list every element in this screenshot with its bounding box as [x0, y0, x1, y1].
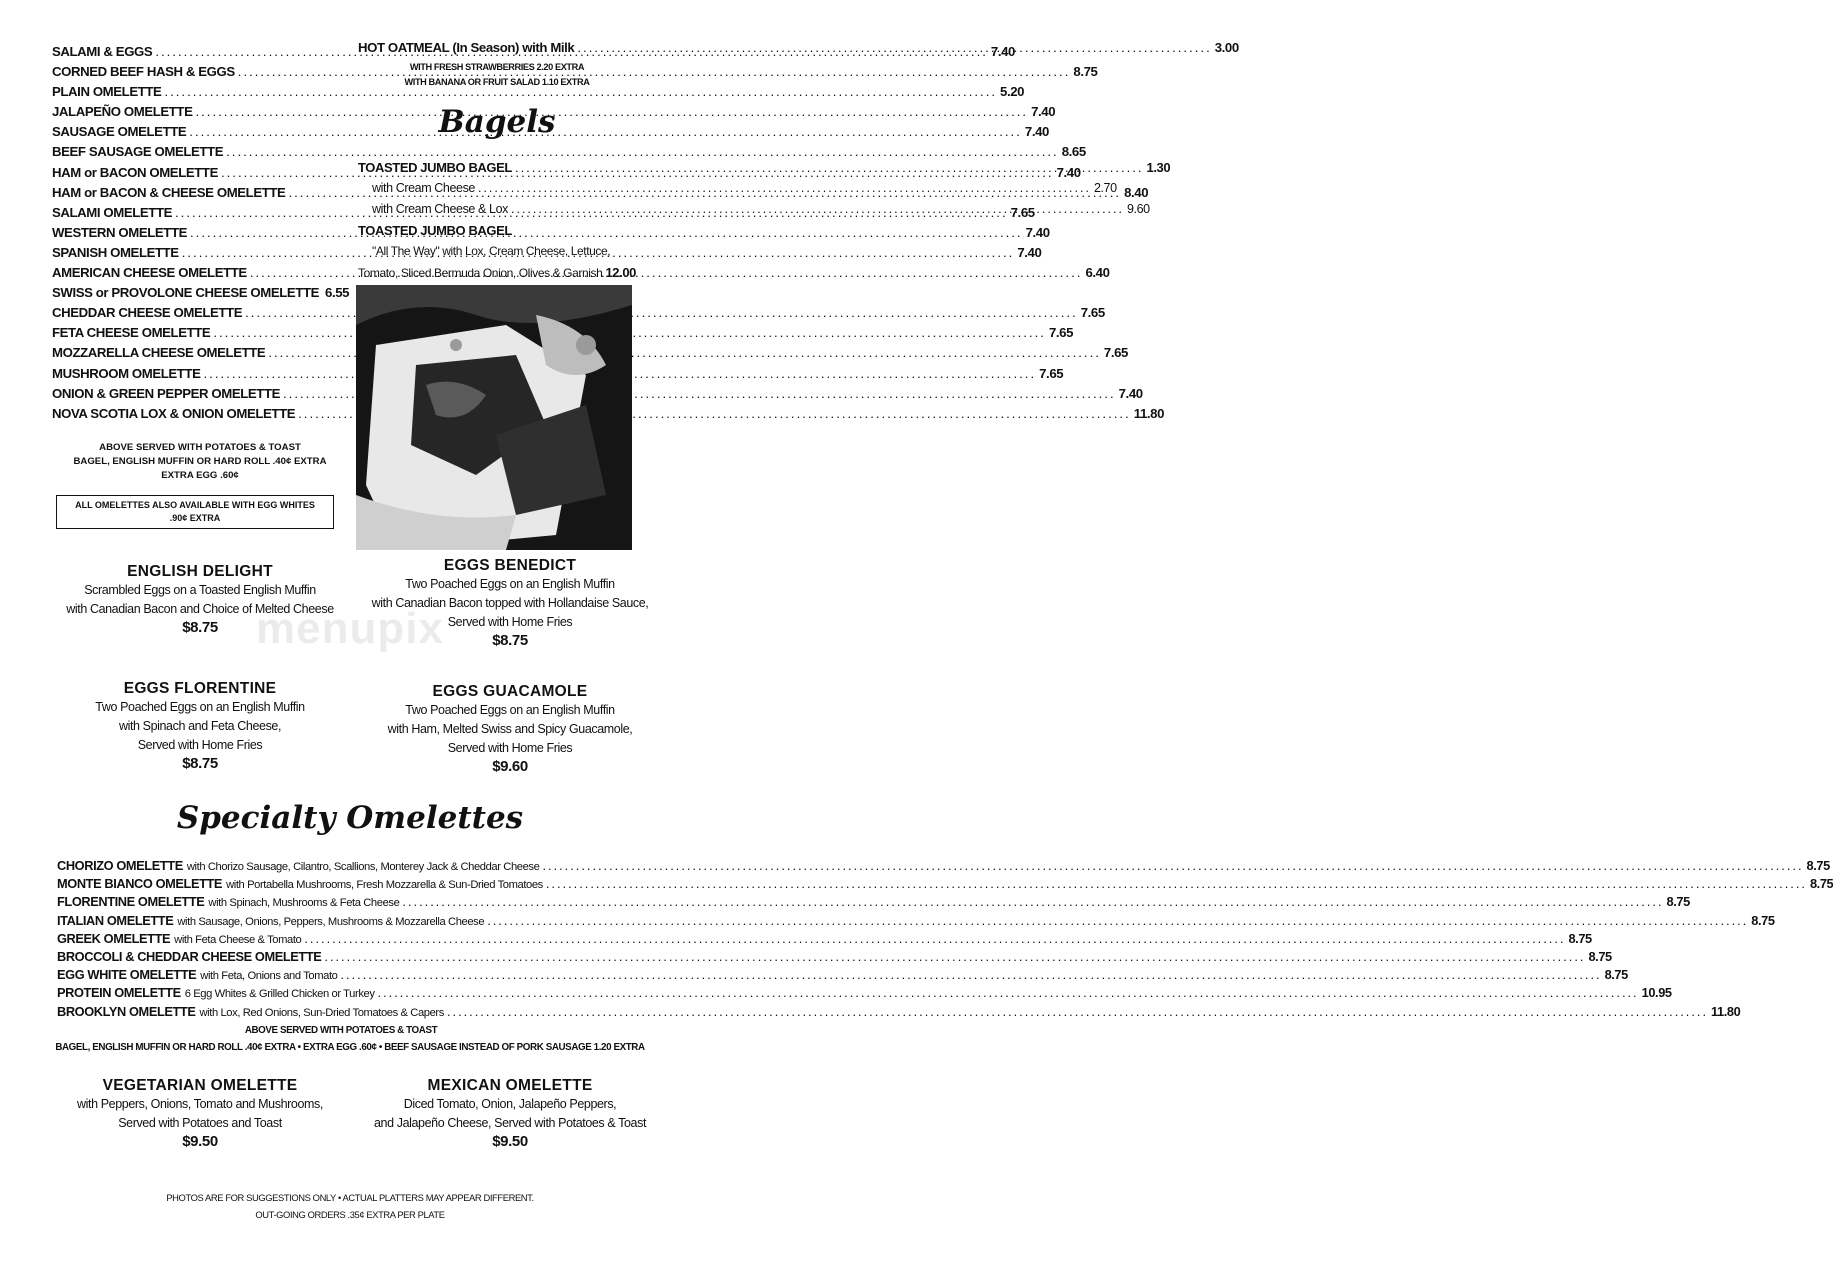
special-desc-line: Served with Home Fries	[447, 741, 573, 755]
menu-item-row	[52, 84, 1025, 104]
menu-item-price: 7.40	[1025, 224, 1050, 240]
menu-item-price: 6.55	[325, 285, 350, 301]
specialty-note-2: BAGEL, ENGLISH MUFFIN OR HARD ROLL .40¢ EXTRA • EXTRA EGG .60¢ • BEEF SAUSAGE INSTEAD OF PORK SAUSAGE 1.20 EXTRA	[55, 1042, 645, 1053]
menu-item-name: NOVA SCOTIA LOX & ONION OMELETTE	[52, 405, 296, 421]
menu-item-price: 7.40	[990, 44, 1015, 59]
specialty-omelettes-heading: Specialty Omelettes	[176, 800, 524, 836]
special-price: $8.75	[492, 632, 528, 649]
box-note-line1: ALL OMELETTES ALSO AVAILABLE WITH EGG WHITES	[75, 500, 315, 510]
oatmeal-note-1: WITH FRESH STRAWBERRIES 2.20 EXTRA	[409, 62, 585, 72]
bagel-item-price: 1.30	[1146, 160, 1171, 175]
special-price: $8.75	[182, 619, 218, 636]
menu-item-row	[52, 124, 1049, 144]
menu-item-name: SAUSAGE OMELETTE	[52, 124, 187, 140]
bagel-item-desc-line1: "All The Way" with Lox, Cream Cheese, Lettuce,	[372, 244, 611, 258]
dot-leader	[542, 858, 1803, 873]
specialty-item-name: PROTEIN OMELETTE	[57, 985, 181, 1001]
special-desc-line: Served with Home Fries	[447, 615, 573, 629]
footer-line2: OUT-GOING ORDERS .35¢ EXTRA PER PLATE	[255, 1209, 445, 1220]
special-desc-line: with Peppers, Onions, Tomato and Mushrooms,	[77, 1097, 323, 1111]
menu-item-price: 7.40	[1056, 164, 1081, 180]
menu-item-row	[52, 144, 1086, 164]
specialty-item-desc: with Portabella Mushrooms, Fresh Mozzarella & Sun-Dried Tomatoes	[226, 879, 543, 892]
special-price: $9.60	[492, 758, 528, 775]
special-price: $9.50	[492, 1133, 528, 1150]
menu-item-name: WESTERN OMELETTE	[52, 224, 187, 240]
specialty-item-price: 8.75	[1666, 894, 1690, 910]
menu-item-name: SPANISH OMELETTE	[52, 244, 179, 260]
special-desc-line: Scrambled Eggs on a Toasted English Muffin	[84, 583, 316, 597]
specialty-item-price: 8.75	[1751, 912, 1775, 928]
special-desc-line: with Canadian Bacon topped with Hollandaise Sauce,	[371, 596, 649, 610]
bagel-item-desc	[358, 244, 636, 265]
menu-item-price: 7.40	[1031, 104, 1056, 120]
left-note-line3: EXTRA EGG .60¢	[161, 470, 239, 481]
menu-item-price: 8.75	[1073, 64, 1098, 80]
box-note-line2: .90¢ EXTRA	[169, 513, 221, 523]
dot-leader	[324, 949, 1585, 964]
left-note-line2: BAGEL, ENGLISH MUFFIN OR HARD ROLL .40¢ EXTRA	[73, 456, 327, 467]
specialty-item-row	[57, 948, 1612, 967]
menu-item-price: 6.40	[1085, 265, 1110, 281]
menu-item-name: MOZZARELLA CHEESE OMELETTE	[52, 345, 266, 361]
menu-item-row	[52, 285, 348, 305]
dot-leader	[447, 1004, 1708, 1019]
specialty-item-name: BROCCOLI & CHEDDAR CHEESE OMELETTE	[57, 948, 322, 964]
specialty-item-price: 8.75	[1588, 948, 1612, 964]
menu-item-name: MUSHROOM OMELETTE	[52, 365, 201, 381]
left-note-line1: ABOVE SERVED WITH POTATOES & TOAST	[99, 442, 301, 453]
dot-leader	[487, 913, 1748, 928]
specialty-item-row	[57, 967, 1628, 985]
menu-item-name: BEEF SAUSAGE OMELETTE	[52, 144, 224, 160]
menu-item-row	[52, 405, 1165, 426]
special-mexican-omelette	[345, 1077, 675, 1150]
watermark: menupix	[256, 604, 444, 653]
specialty-item-row	[57, 894, 1690, 912]
specialty-item-row	[57, 858, 1830, 876]
menu-item-row	[52, 305, 1105, 325]
bagel-item-price: 9.60	[1126, 202, 1150, 216]
menu-item-row	[52, 385, 1143, 406]
special-title: EGGS BENEDICT	[443, 557, 577, 574]
left-served-note	[52, 441, 348, 483]
egg-whites-box	[56, 495, 334, 529]
menu-item-row	[52, 325, 1074, 345]
bagel-item-name: with Cream Cheese & Lox	[372, 202, 509, 216]
special-title: EGGS GUACAMOLE	[432, 683, 588, 700]
dot-leader	[515, 160, 1144, 175]
specialty-item-desc: with Feta, Onions and Tomato	[200, 970, 338, 983]
specialty-item-name: EGG WHITE OMELETTE	[57, 967, 197, 983]
bagel-item-desc	[358, 265, 636, 286]
dot-leader	[546, 876, 1807, 891]
special-desc-line: Served with Potatoes and Toast	[118, 1116, 282, 1130]
specialty-item-desc: with Feta Cheese & Tomato	[174, 933, 302, 946]
specialty-item-price: 8.75	[1568, 930, 1592, 946]
special-desc-line: Diced Tomato, Onion, Jalapeño Peppers,	[403, 1097, 617, 1111]
menu-item-name: FETA CHEESE OMELETTE	[52, 325, 211, 341]
menu-item-price: 7.65	[1010, 204, 1035, 220]
menu-item-name: HAM or BACON OMELETTE	[52, 164, 218, 180]
special-desc-line: with Canadian Bacon and Choice of Melted Cheese	[66, 602, 334, 616]
menu-item-price: 7.65	[1039, 365, 1064, 381]
specialty-item-name: MONTE BIANCO OMELETTE	[57, 876, 223, 892]
dot-leader	[402, 894, 1663, 909]
menu-item-price: 7.65	[1103, 345, 1128, 361]
menu-item-name: SWISS or PROVOLONE CHEESE OMELETTE	[52, 285, 320, 301]
specialty-item-row	[57, 912, 1775, 931]
menu-item-name: PLAIN OMELETTE	[52, 84, 162, 100]
specialty-item-row	[57, 930, 1592, 949]
bagel-item-price: 2.70	[1093, 181, 1117, 195]
specialty-note-1: ABOVE SERVED WITH POTATOES & TOAST	[244, 1025, 438, 1036]
menu-item-price: 8.40	[1124, 184, 1149, 200]
menu-item-price: 7.40	[1118, 385, 1143, 401]
special-title: EGGS FLORENTINE	[123, 680, 277, 697]
menu-item-name: AMERICAN CHEESE OMELETTE	[52, 265, 247, 281]
bagel-item-price: 12.00	[605, 265, 636, 280]
specialty-item-desc: with Lox, Red Onions, Sun-Dried Tomatoes & Capers	[199, 1006, 444, 1019]
menu-item-row	[52, 365, 1064, 386]
menu-item-price: 11.80	[1133, 405, 1165, 421]
menu-item-price: 7.65	[1048, 325, 1074, 341]
specialty-item-row	[57, 876, 1833, 894]
specialty-item-name: ITALIAN OMELETTE	[57, 912, 174, 928]
special-desc-line: with Spinach and Feta Cheese,	[118, 719, 282, 733]
special-desc-line: Two Poached Eggs on an English Muffin	[95, 700, 305, 714]
menu-item-name: ONION & GREEN PEPPER OMELETTE	[52, 385, 281, 401]
dot-leader	[378, 985, 1639, 1000]
special-price: $9.50	[182, 1133, 218, 1150]
special-vegetarian-omelette	[40, 1077, 360, 1150]
special-title: MEXICAN OMELETTE	[427, 1077, 593, 1094]
special-title: ENGLISH DELIGHT	[127, 563, 273, 580]
specialty-item-price: 8.75	[1809, 876, 1833, 892]
specialty-item-price: 8.75	[1604, 967, 1628, 983]
dot-leader	[340, 967, 1601, 982]
specialty-item-desc: with Sausage, Onions, Peppers, Mushrooms & Mozzarella Cheese	[177, 915, 485, 928]
bagel-item-desc-line2: Tomato, Sliced Bermuda Onion, Olives & Garnish	[358, 266, 603, 280]
bagel-item-name: with Cream Cheese	[372, 181, 475, 195]
special-desc-line: Two Poached Eggs on an English Muffin	[405, 577, 615, 591]
special-eggs-florentine	[40, 680, 360, 772]
dot-leader	[511, 202, 1124, 216]
menu-item-price: 7.40	[1024, 124, 1049, 140]
menu-item-price: 7.40	[1017, 244, 1042, 260]
bagel-item-name: TOASTED JUMBO BAGEL	[358, 223, 512, 238]
menu-item-name: CORNED BEEF HASH & EGGS	[52, 64, 235, 80]
menu-item-price: 5.20	[1000, 84, 1025, 100]
menu-item-name: HAM or BACON & CHEESE OMELETTE	[52, 184, 286, 200]
specialty-item-name: FLORENTINE OMELETTE	[57, 894, 205, 910]
specialty-item-price: 8.75	[1806, 858, 1830, 873]
menu-item-row	[52, 345, 1128, 365]
footer-notes	[100, 1189, 600, 1223]
bagel-item	[358, 181, 1117, 202]
specialty-item-desc: with Chorizo Sausage, Cilantro, Scallions, Monterey Jack & Cheddar Cheese	[186, 861, 540, 873]
food-photo	[356, 285, 632, 550]
oatmeal-note-2: WITH BANANA OR FRUIT SALAD 1.10 EXTRA	[404, 77, 590, 87]
specialty-item-name: CHORIZO OMELETTE	[57, 858, 183, 873]
specialty-item-price: 11.80	[1711, 1003, 1741, 1019]
special-desc-line: Two Poached Eggs on an English Muffin	[405, 703, 615, 717]
bagels-heading: Bagels	[438, 104, 556, 140]
oatmeal-name: HOT OATMEAL (In Season) with Milk	[358, 40, 575, 55]
menu-item-name: SALAMI & EGGS	[52, 44, 153, 59]
specialty-item-name: BROOKLYN OMELETTE	[57, 1003, 196, 1019]
specialty-item-desc: 6 Egg Whites & Grilled Chicken or Turkey	[184, 988, 375, 1001]
dot-leader	[478, 181, 1091, 195]
dot-leader	[304, 931, 1565, 946]
footer-line1: PHOTOS ARE FOR SUGGESTIONS ONLY • ACTUAL PLATTERS MAY APPEAR DIFFERENT.	[166, 1192, 534, 1203]
specialty-item-name: GREEK OMELETTE	[57, 930, 171, 946]
dot-leader	[577, 40, 1211, 55]
special-desc-line: and Jalapeño Cheese, Served with Potatoes & Toast	[373, 1116, 647, 1130]
menu-item-price: 8.65	[1061, 144, 1086, 160]
bagel-item	[358, 223, 636, 244]
special-title: VEGETARIAN OMELETTE	[102, 1077, 298, 1094]
specialty-item-price: 10.95	[1641, 985, 1672, 1001]
special-eggs-guacamole	[340, 683, 680, 775]
dot-leader	[226, 144, 1059, 159]
specialty-omelette-list	[57, 858, 1833, 1022]
menu-item-name: CHEDDAR CHEESE OMELETTE	[52, 305, 243, 321]
menu-item-price: 7.65	[1080, 305, 1105, 321]
food-photo-illustration	[356, 285, 632, 550]
menu-item-name: JALAPEÑO OMELETTE	[52, 104, 193, 120]
special-price: $8.75	[182, 755, 218, 772]
special-desc-line: with Ham, Melted Swiss and Spicy Guacamole,	[387, 722, 633, 736]
bagel-item-name: TOASTED JUMBO BAGEL	[358, 160, 512, 175]
special-desc-line: Served with Home Fries	[137, 738, 263, 752]
specialty-item-row	[57, 985, 1672, 1003]
specialty-item-row	[57, 1003, 1741, 1022]
specialty-item-desc: with Spinach, Mushrooms & Feta Cheese	[208, 897, 400, 910]
menu-item-name: SALAMI OMELETTE	[52, 204, 173, 220]
oatmeal-price: 3.00	[1214, 40, 1239, 55]
